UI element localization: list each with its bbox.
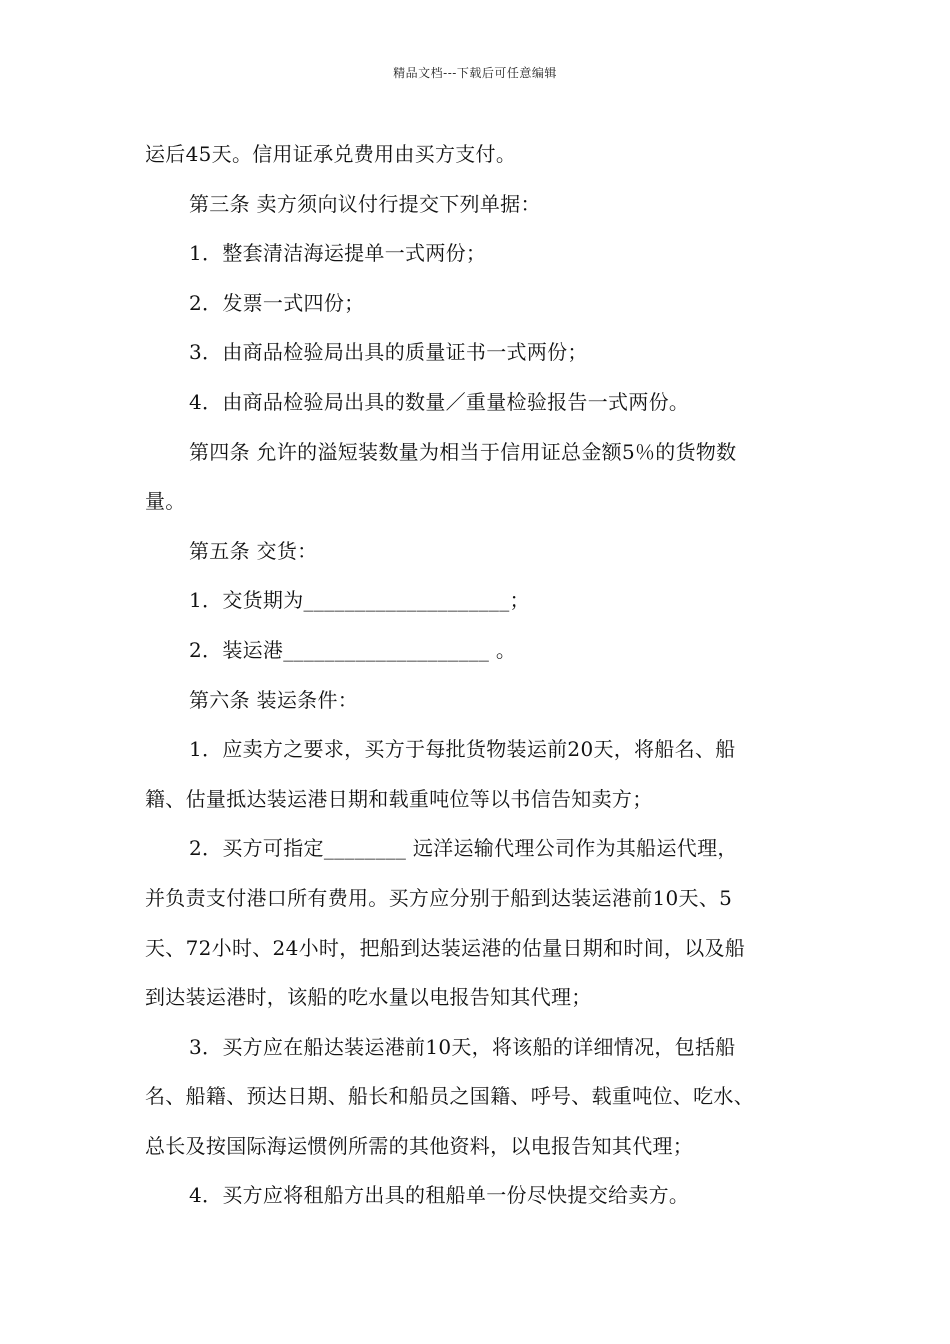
article-3-heading: 第三条 卖方须向议付行提交下列单据：	[189, 191, 541, 216]
page-header: 精品文档---下载后可任意编辑	[393, 66, 557, 80]
article-6-heading: 第六条 装运条件：	[189, 687, 359, 712]
text-line: 并负责支付港口所有费用。买方应分别于船到达装运港前10天、5	[145, 885, 733, 910]
text-line: 量。	[145, 489, 186, 514]
text-line: 3．买方应在船达装运港前10天，将该船的详细情况，包括船	[189, 1034, 736, 1059]
text-line: 4．买方应将租船方出具的租船单一份尽快提交给卖方。	[189, 1183, 690, 1208]
document-body	[145, 130, 825, 1221]
text-line: 2．买方可指定________ 远洋运输代理公司作为其船运代理，	[189, 836, 738, 861]
text-line: 2．装运港____________________ 。	[189, 637, 517, 662]
text-line: 天、72小时、24小时，把船到达装运港的估量日期和时间，以及船	[145, 935, 746, 960]
text-line: 2．发票一式四份；	[189, 290, 365, 315]
text-line: 到达装运港时，该船的吃水量以电报告知其代理；	[145, 985, 592, 1010]
text-line: 名、船籍、预达日期、船长和船员之国籍、呼号、载重吨位、吃水、	[145, 1084, 754, 1109]
text-line: 总长及按国际海运惯例所需的其他资料，以电报告知其代理；	[145, 1133, 694, 1158]
text-line: 1．应卖方之要求，买方于每批货物装运前20天，将船名、船	[189, 737, 736, 762]
text-line: 运后45天。信用证承兑费用由买方支付。	[145, 142, 517, 166]
article-5-heading: 第五条 交货：	[189, 538, 318, 563]
text-line: 1．交货期为____________________；	[189, 588, 530, 613]
text-line: 3．由商品检验局出具的质量证书一式两份；	[189, 340, 588, 365]
text-line: 1．整套清洁海运提单一式两份；	[189, 241, 487, 266]
text-line: 4．由商品检验局出具的数量／重量检验报告一式两份。	[189, 389, 690, 414]
article-4-heading: 第四条 允许的溢短装数量为相当于信用证总金额5％的货物数	[189, 439, 737, 464]
text-line: 籍、估量抵达装运港日期和载重吨位等以书信告知卖方；	[145, 786, 653, 811]
